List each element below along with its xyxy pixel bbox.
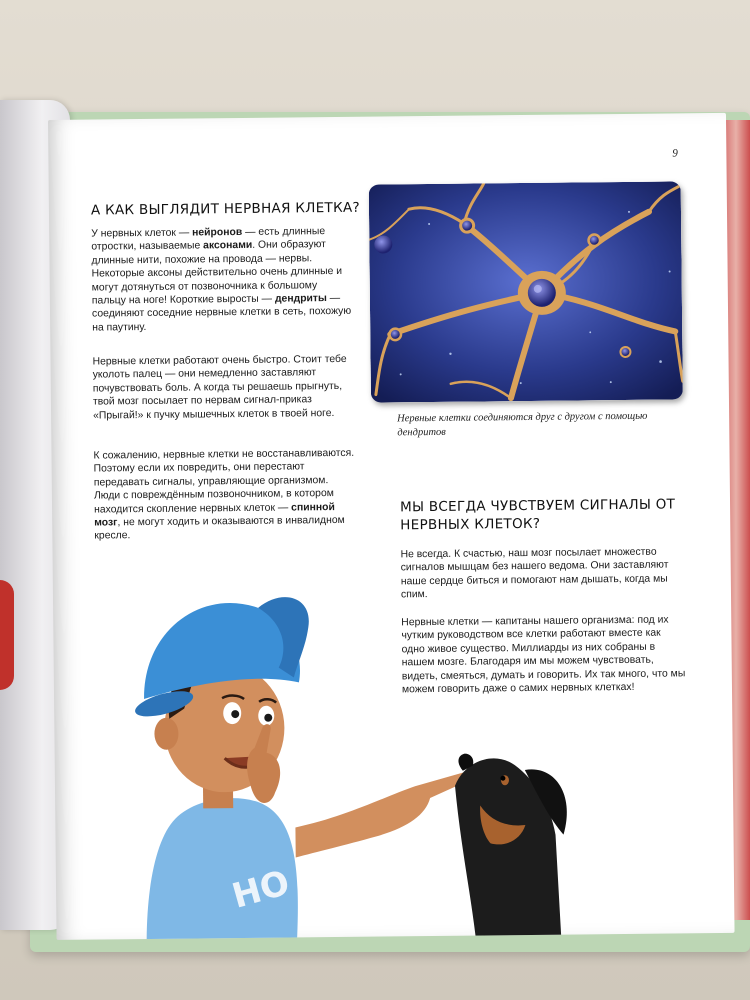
left-page-edge [0,580,14,690]
shirt-text: НО [227,862,294,917]
section2-paragraph-1: Не всегда. К счастью, наш мозг посылает множество сигналов мышцам без нашего ведома. Они заставляют наше сердце биться и помогают нам дышать, когда мы спим. [400,546,669,601]
text-run: У нервных клеток — [91,227,193,240]
bold-term: аксонами [203,240,253,252]
text-run: К сожалению, нервные клетки не восстанавливаются. Поэтому если их повредить, они перестают передавать сигналы, управляющие организмом. Люди с повреждённым позвоночником, в котором находится скопление нервных клеток — [93,447,355,516]
section2-heading: МЫ ВСЕГДА ЧУВСТВУЕМ СИГНАЛЫ ОТ НЕРВНЫХ КЛЕТОК? [399,496,676,534]
section2-paragraph-2: Нервные клетки — капитаны нашего организма: под их чутким руководством все клетки работают вместе как одно живое существо. Миллиарды из них собраны в нашем мозге. Благодаря им мы можем чувствовать, видеть, смеяться, думать и говорить. Их так много, что мы можем говорить даже о самих нервных клетках! [401,614,686,696]
section1-paragraph-1 [91,225,354,335]
neuron-illustration [369,181,683,402]
text-run: — соединяют соседние нервные клетки в сеть, похожую на паутину. [91,292,352,334]
section1-heading: А КАК ВЫГЛЯДИТ НЕРВНАЯ КЛЕТКА? [90,199,361,219]
section1-paragraph-2: Нервные клетки работают очень быстро. Стоит тебе уколоть палец — они немедленно заставляют почувствовать боль. А когда ты решаешь прыгнуть, твой мозг посылает по нервам сигнал-приказ «Прыгай!» к пучку мышечных клеток в твоей ноге. [92,353,347,422]
neuron-image [369,181,683,402]
page-number: 9 [672,147,678,160]
figure-caption: Нервные клетки соединяются друг с другом с помощью дендритов [397,410,648,439]
bold-term: дендриты [274,293,327,305]
text-run: — есть длинные отростки, называемые [91,226,326,253]
book-page [48,113,735,940]
boy-and-dog-illustration [83,564,647,940]
text-run: . Они образуют длинные нити, похожие на провода — нервы. Некоторые аксоны действительно очень длинные и могут дотянуться от позвоночника к большому пальцу на ноге! Короткие выросты — [91,239,343,307]
bold-term: нейронов [192,226,243,239]
bold-term: спинной мозг [94,501,335,529]
text-run: , не могут ходить и оказываются в инвалидном кресле. [94,514,345,542]
section1-paragraph-3 [93,447,356,544]
illustration-image [83,564,647,940]
